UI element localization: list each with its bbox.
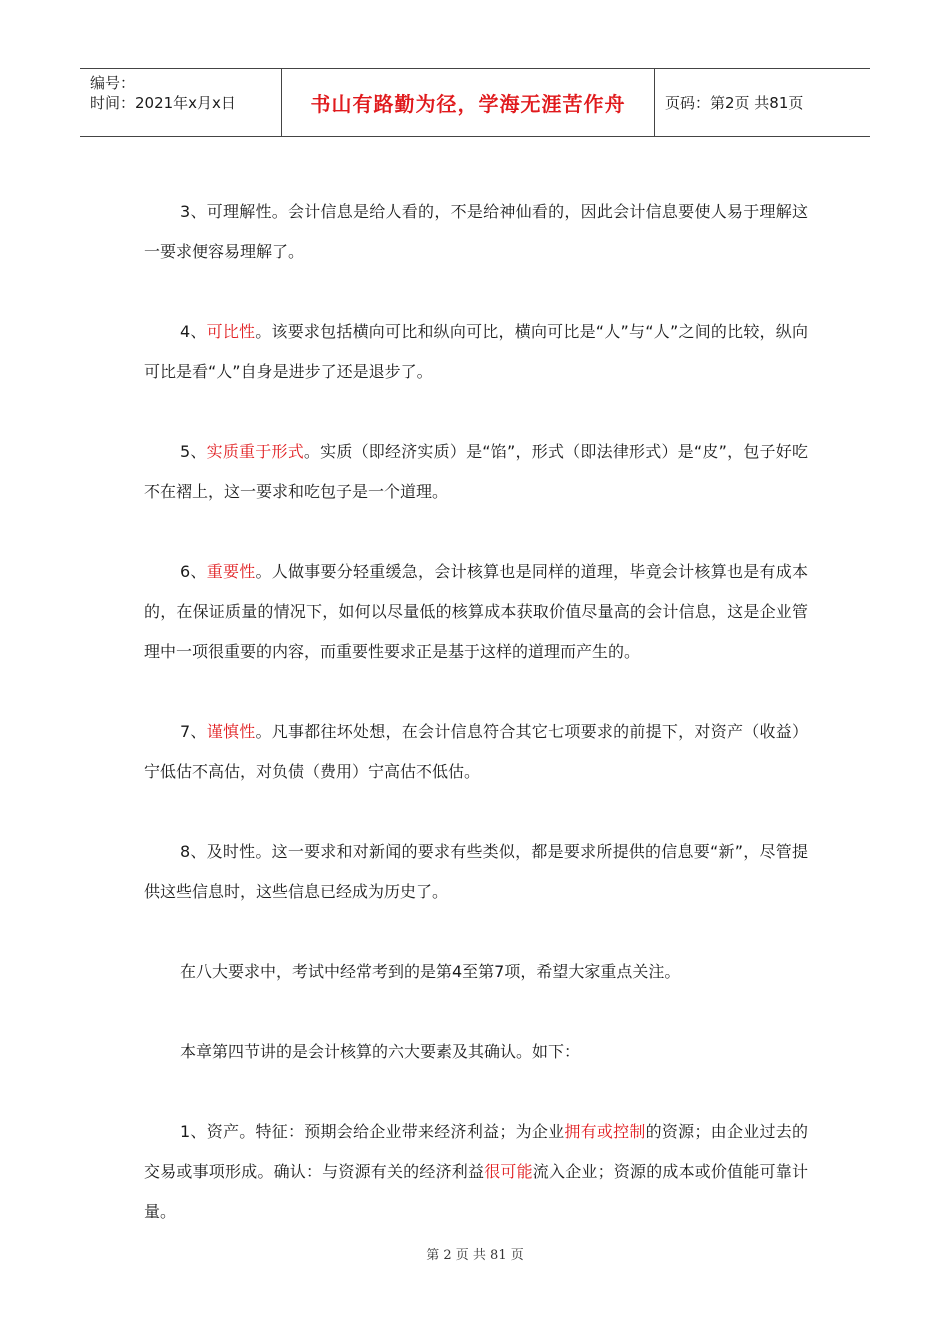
paragraph-materiality (144, 552, 808, 672)
page-header (80, 68, 870, 137)
paragraph-text: 可理解性。会计信息是给人看的，不是给神仙看的，因此会计信息要使人易于理解这一要求便容易理解了。 (144, 202, 808, 261)
document-time-label: 时间：2021年x月x日 (90, 94, 236, 112)
paragraph-understandability (144, 192, 808, 272)
header-meta (80, 69, 282, 136)
header-motto-cell (282, 69, 655, 136)
paragraph-prefix: 8、 (180, 842, 207, 861)
document-number-label: 编号： (90, 74, 136, 92)
paragraph-timeliness (144, 832, 808, 912)
paragraph-text: 本章第四节讲的是会计核算的六大要素及其确认。如下： (180, 1042, 581, 1061)
paragraph-prefix: 6、 (180, 562, 207, 581)
paragraph-prefix: 7、 (180, 722, 207, 741)
paragraph-exam-focus (144, 952, 808, 992)
highlighted-term: 可比性 (206, 322, 256, 341)
document-body (144, 192, 808, 1272)
paragraph-text: 在八大要求中，考试中经常考到的是第4至第7项，希望大家重点关注。 (180, 962, 681, 981)
paragraph-text: 的资源；由企业过去的交易或事项形成。确认：与资源有关的经济利益 (144, 1122, 808, 1181)
highlighted-term: 实质重于形式 (206, 442, 304, 461)
paragraph-text: 及时性。这一要求和对新闻的要求有些类似，都是要求所提供的信息要“新”，尽管提供这些信息时，这些信息已经成为历史了。 (144, 842, 808, 901)
highlighted-term: 很可能 (484, 1162, 533, 1181)
paragraph-assets (144, 1112, 808, 1232)
paragraph-comparability (144, 312, 808, 392)
highlighted-term: 拥有或控制 (564, 1122, 646, 1141)
paragraph-prefix: 3、 (180, 202, 207, 221)
paragraph-prefix: 5、 (180, 442, 207, 461)
paragraph-text: 。凡事都往坏处想，在会计信息符合其它七项要求的前提下，对资产（收益）宁低估不高估，对负债（费用）宁高估不低估。 (144, 722, 808, 781)
paragraph-text: 。人做事要分轻重缓急，会计核算也是同样的道理，毕竟会计核算也是有成本的，在保证质量的情况下，如何以尽量低的核算成本获取价值尽量高的会计信息，这是企业管理中一项很重要的内容，而重要性要求正是基于这样的道理而产生的。 (144, 562, 808, 661)
header-motto: 书山有路勤为径，学海无涯苦作舟 (310, 92, 626, 116)
page-footer: 第 2 页 共 81 页 (426, 1248, 524, 1263)
paragraph-text: 。实质（即经济实质）是“馅”，形式（即法律形式）是“皮”，包子好吃不在褶上，这一要求和吃包子是一个道理。 (144, 442, 808, 501)
paragraph-substance-over-form (144, 432, 808, 512)
paragraph-text: 。该要求包括横向可比和纵向可比，横向可比是“人”与“人”之间的比较，纵向可比是看“人”自身是进步了还是退步了。 (144, 322, 808, 381)
highlighted-term: 谨慎性 (206, 722, 256, 741)
header-page-info: 页码：第2页 共81页 (665, 94, 804, 112)
paragraph-prudence (144, 712, 808, 792)
paragraph-prefix: 4、 (180, 322, 207, 341)
paragraph-text: 1、资产。特征：预期会给企业带来经济利益；为企业 (180, 1122, 565, 1141)
paragraph-section-intro (144, 1032, 808, 1072)
highlighted-term: 重要性 (206, 562, 256, 581)
paragraph-text: 流入企业；资源的成本或价值能可靠计量。 (144, 1162, 808, 1221)
